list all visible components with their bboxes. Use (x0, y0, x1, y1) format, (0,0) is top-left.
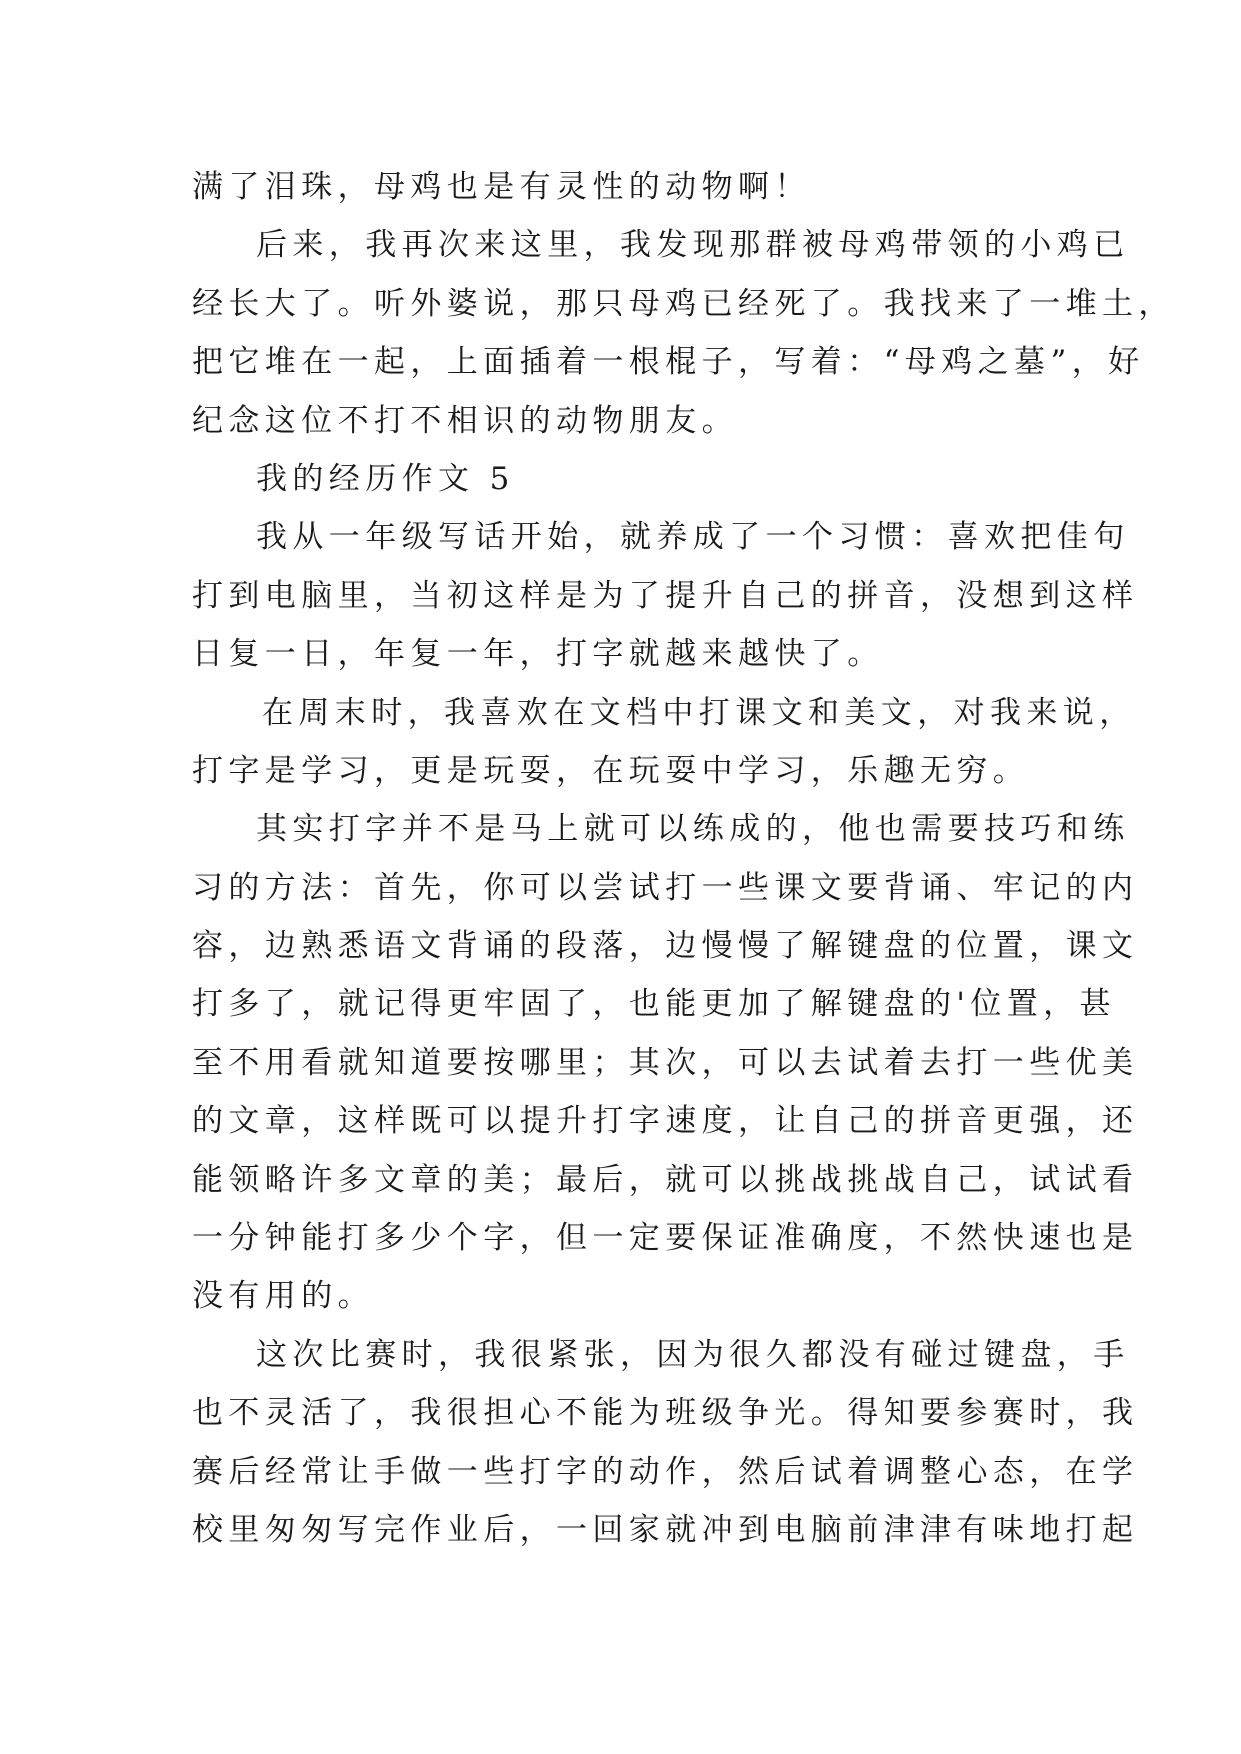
text-line-2: 后来，我再次来这里，我发现那群被母鸡带领的小鸡已 (256, 227, 1130, 264)
text-line-3: 经长大了。听外婆说，那只母鸡已经死了。我找来了一堆土， (192, 285, 1175, 322)
body-text (192, 158, 1175, 1559)
text-line-15: 打多了，就记得更牢固了，也能更加了解键盘的'位置，甚 (192, 986, 1116, 1023)
text-line-17: 的文章，这样既可以提升打字速度，让自己的拼音更强，还 (192, 1103, 1139, 1140)
text-line-23: 赛后经常让手做一些打字的动作，然后试着调整心态，在学 (192, 1453, 1139, 1490)
text-line-1: 满了泪珠，母鸡也是有灵性的动物啊！ (192, 169, 811, 205)
text-line-22: 也不灵活了，我很担心不能为班级争光。得知要参赛时，我 (192, 1395, 1139, 1432)
text-line-10: 在周末时，我喜欢在文档中打课文和美文，对我来说， (262, 694, 1136, 731)
text-line-8: 打到电脑里，当初这样是为了提升自己的拼音，没想到这样 (192, 577, 1139, 614)
text-line-18: 能领略许多文章的美；最后，就可以挑战挑战自己，试试看 (192, 1161, 1139, 1198)
text-line-16: 至不用看就知道要按哪里；其次，可以去试着去打一些优美 (192, 1044, 1139, 1081)
text-line-4: 把它堆在一起，上面插着一根棍子，写着：“母鸡之墓”，好 (192, 344, 1145, 381)
text-line-12: 其实打字并不是马上就可以练成的，他也需要技巧和练 (256, 811, 1130, 848)
text-line-9: 日复一日，年复一年，打字就越来越快了。 (192, 636, 884, 673)
text-line-19: 一分钟能打多少个字，但一定要保证准确度，不然快速也是 (192, 1220, 1139, 1257)
text-line-7: 我从一年级写话开始，就养成了一个习惯：喜欢把佳句 (256, 519, 1130, 556)
text-line-14: 容，边熟悉语文背诵的段落，边慢慢了解键盘的位置，课文 (192, 928, 1139, 965)
section-heading: 我的经历作文 5 (256, 460, 515, 497)
text-line-21: 这次比赛时，我很紧张，因为很久都没有碰过键盘，手 (256, 1336, 1130, 1373)
text-line-11: 打字是学习，更是玩耍，在玩耍中学习，乐趣无穷。 (192, 752, 1030, 789)
text-line-5: 纪念这位不打不相识的动物朋友。 (192, 402, 738, 439)
text-line-13: 习的方法：首先，你可以尝试打一些课文要背诵、牢记的内 (192, 869, 1139, 906)
text-line-20: 没有用的。 (192, 1278, 374, 1315)
text-line-24: 校里匆匆写完作业后，一回家就冲到电脑前津津有味地打起 (192, 1511, 1139, 1548)
